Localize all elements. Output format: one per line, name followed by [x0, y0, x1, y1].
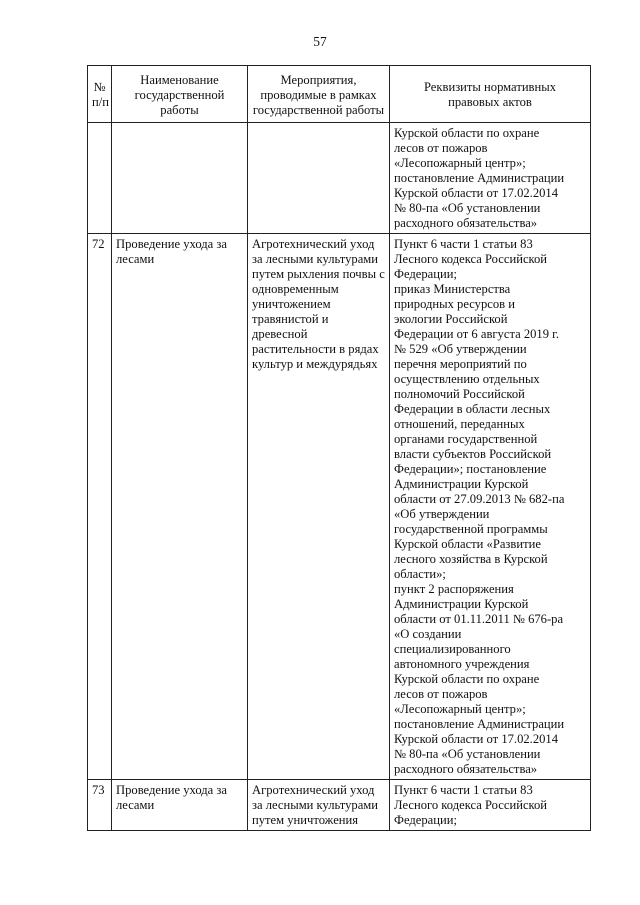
cell-legal-acts-line: Лесного кодекса Российской [394, 252, 548, 266]
cell-legal-acts-line: Лесного кодекса Российской [394, 798, 548, 812]
cell-legal-acts-line: лесов от пожаров [394, 687, 488, 701]
cell-legal-acts-line: «Об утверждении [394, 507, 490, 521]
cell-legal-acts-line: «Лесопожарный центр»; [394, 702, 526, 716]
cell-measures-line: за лесными культурами [252, 252, 379, 266]
cell-measures-line: травянистой и [252, 312, 329, 326]
cell-measures-line: уничтожением [252, 297, 331, 311]
cell-legal-acts-line: Пункт 6 части 1 статьи 83 [394, 783, 533, 797]
cell-legal-acts-line: области от 01.11.2011 № 676-ра [394, 612, 564, 626]
cell-legal-acts-line: постановление Администрации [394, 717, 565, 731]
cell-legal-acts-line: № 80-па «Об установлении [394, 747, 541, 761]
cell-number-line: 72 [92, 237, 105, 251]
cell-legal-acts-line: Федерации; [394, 267, 457, 281]
cell-number-line: 73 [92, 783, 105, 797]
cell-legal-acts-line: власти субъектов Российской [394, 447, 552, 461]
cell-measures [248, 123, 390, 234]
header-cell-acts [390, 66, 591, 123]
cell-legal-acts-line: Пункт 6 части 1 статьи 83 [394, 237, 533, 251]
cell-legal-acts-line: «Лесопожарный центр»; [394, 156, 526, 170]
header-cell-name [112, 66, 248, 123]
cell-work-name [112, 780, 248, 831]
cell-legal-acts-line: приказ Министерства [394, 282, 511, 296]
cell-number [88, 780, 112, 831]
header-text-line: № [93, 80, 106, 94]
cell-measures-line: путем уничтожения [252, 813, 359, 827]
cell-measures-line: одновременным [252, 282, 339, 296]
cell-measures-line: Агротехнический уход [252, 237, 375, 251]
cell-measures-line: растительности в рядах [252, 342, 379, 356]
header-text-line: Наименование [140, 72, 219, 87]
cell-legal-acts [390, 234, 591, 780]
header-text-line: Реквизиты нормативных [423, 80, 557, 94]
cell-legal-acts-line: «О создании [394, 627, 462, 641]
cell-legal-acts-line: № 529 «Об утверждении [394, 342, 527, 356]
header-text-line: государственной работы [252, 102, 385, 117]
cell-legal-acts-line: Администрации Курской [394, 477, 529, 491]
cell-legal-acts-line: Курской области по охране [394, 672, 540, 686]
cell-number [88, 123, 112, 234]
cell-legal-acts-line: расходного обязательства» [394, 216, 538, 230]
cell-legal-acts-line: расходного обязательства» [394, 762, 538, 776]
cell-legal-acts-line: Курской области от 17.02.2014 [394, 186, 559, 200]
cell-legal-acts-line: Федерации от 6 августа 2019 г. [394, 327, 560, 341]
measures-table [87, 65, 591, 831]
header-cell-measures [248, 66, 390, 123]
cell-legal-acts-line: № 80-па «Об установлении [394, 201, 541, 215]
cell-number [88, 234, 112, 780]
cell-work-name-line: Проведение ухода за [116, 237, 227, 251]
cell-measures [248, 780, 390, 831]
table-row [88, 780, 591, 831]
cell-legal-acts-line: осуществлению отдельных [394, 372, 540, 386]
cell-work-name-line: Проведение ухода за [116, 783, 227, 797]
table-row [88, 234, 591, 780]
cell-work-name-line: лесами [116, 798, 155, 812]
table-header-row [88, 66, 591, 123]
cell-legal-acts-line: постановление Администрации [394, 171, 565, 185]
cell-legal-acts-line: экологии Российской [394, 312, 508, 326]
cell-legal-acts-line: Курской области «Развитие [394, 537, 541, 551]
cell-work-name-line: лесами [116, 252, 155, 266]
cell-legal-acts-line: Федерации»; постановление [394, 462, 547, 476]
cell-legal-acts-line: области»; [394, 567, 446, 581]
cell-legal-acts-line: полномочий Российской [394, 387, 525, 401]
header-text-line: п/п [92, 95, 109, 109]
cell-legal-acts-line: автономного учреждения [394, 657, 530, 671]
cell-legal-acts [390, 780, 591, 831]
cell-measures-line: за лесными культурами [252, 798, 379, 812]
cell-legal-acts-line: области от 27.09.2013 № 682-па [394, 492, 565, 506]
cell-measures-line: путем рыхления почвы с [252, 267, 385, 281]
cell-legal-acts [390, 123, 591, 234]
cell-legal-acts-line: лесов от пожаров [394, 141, 488, 155]
header-cell-number [88, 66, 112, 123]
header-text-line: государственной [134, 87, 225, 102]
header-text-line: работы [160, 102, 199, 117]
cell-legal-acts-line: пункт 2 распоряжения [394, 582, 514, 596]
header-text-line: проводимые в рамках [260, 87, 377, 102]
cell-legal-acts-line: специализированного [394, 642, 511, 656]
cell-measures-line: древесной [252, 327, 308, 341]
header-text-line: правовых актов [448, 95, 532, 109]
cell-legal-acts-line: отношений, переданных [394, 417, 525, 431]
cell-legal-acts-line: лесного хозяйства в Курской [394, 552, 548, 566]
cell-legal-acts-line: Федерации в области лесных [394, 402, 551, 416]
cell-legal-acts-line: Администрации Курской [394, 597, 529, 611]
cell-legal-acts-line: Федерации; [394, 813, 457, 827]
page-number: 57 [313, 34, 327, 49]
table-row [88, 123, 591, 234]
cell-legal-acts-line: Курской области от 17.02.2014 [394, 732, 559, 746]
cell-legal-acts-line: природных ресурсов и [394, 297, 515, 311]
cell-measures-line: Агротехнический уход [252, 783, 375, 797]
cell-work-name [112, 123, 248, 234]
header-text-line: Мероприятия, [280, 72, 357, 87]
cell-legal-acts-line: перечня мероприятий по [394, 357, 527, 371]
cell-work-name [112, 234, 248, 780]
cell-measures-line: культур и междурядьях [252, 357, 378, 371]
cell-legal-acts-line: органами государственной [394, 432, 538, 446]
cell-legal-acts-line: Курской области по охране [394, 126, 540, 140]
cell-legal-acts-line: государственной программы [394, 522, 548, 536]
cell-measures [248, 234, 390, 780]
